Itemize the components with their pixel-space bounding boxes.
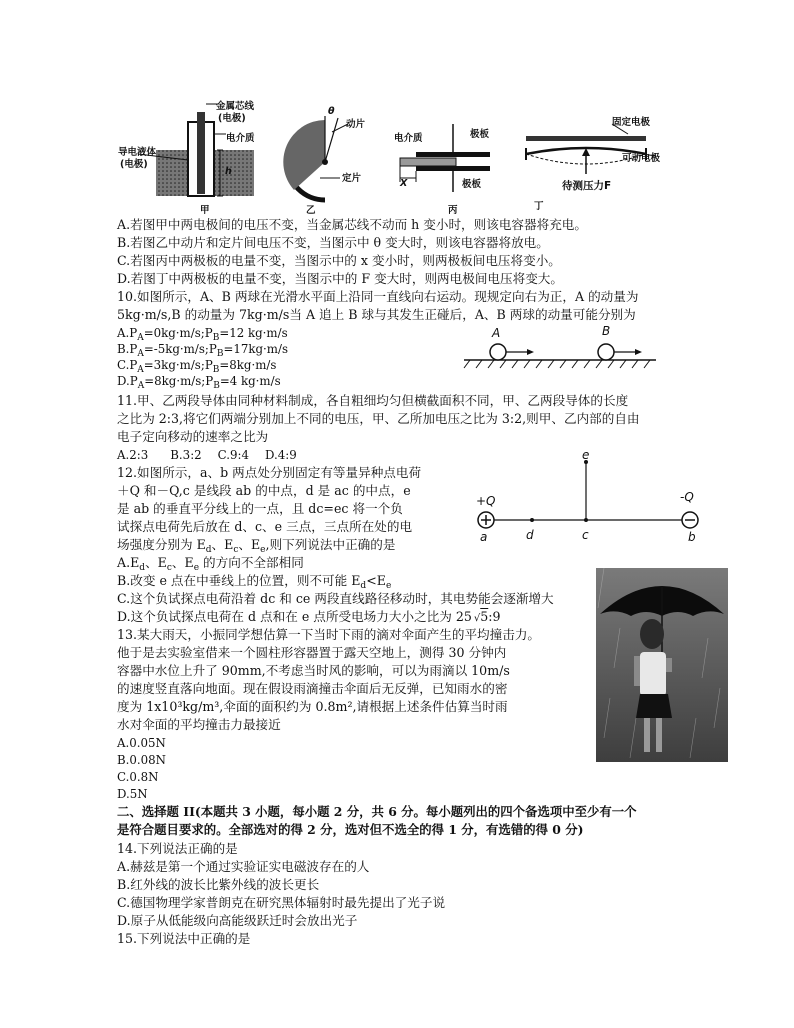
q9-option-c: C.若图丙中两极板的电量不变，当图示中的 x 变小时，则两极板间电压将变小。 [117,253,561,268]
label-force: 待测压力F [562,180,612,192]
label-minus-q: -Q [680,490,694,504]
q15-stem: 15.下列说法中正确的是 [117,931,251,946]
ball-a [490,344,506,360]
moving-plate-sector [283,120,325,190]
q10-option-a: $A.P_A=0kg\cdot m/s;P_B=12$ kg·m/s [117,326,288,343]
label-theta: θ [328,106,335,117]
label-upper-plate: 极板 [470,129,490,140]
q12-figure [470,448,710,548]
point-c [584,518,588,522]
q12-figure-drawing [470,448,710,548]
label-c: c [582,528,589,542]
q12-option-a: $A.E_d$、$E_c$、$E_e$ 的方向不全部相同 [117,555,304,573]
q13-stem-5: 度为 1x10³kg/m³,伞面的面积约为 0.8m²,请根据上述条件估算当时雨 [117,699,508,714]
label-h: h [225,166,232,177]
figure-ding [512,112,674,216]
label-fixed-electrode: 固定电极 [612,117,651,128]
label-moving-plate: 动片 [346,119,366,130]
q13-stem-3: 容器中水位上升了 90mm,不考虑当时风的影响，可以为雨滴以 10m/s [117,663,510,678]
label-fixed-plate: 定片 [342,173,362,184]
q12-option-d: D.这个负试探点电荷在 d 点和在 e 点所受电场力大小之比为 25 √5:9 [117,609,501,624]
q14-option-c: C.德国物理学家普朗克在研究黑体辐射时最先提出了光子说 [117,895,446,910]
q11-stem-3: 电子定向移动的速率之比为 [117,429,269,444]
umbrella-photo [596,568,728,762]
label-dielectric: 电介质 [394,133,423,144]
fixed-electrode [526,136,646,141]
caption-bing: 丙 [448,205,458,216]
umbrella-photo-drawing [596,568,728,762]
caption-yi: 乙 [306,205,316,216]
dielectric-slab [400,158,456,166]
q14-stem: 14.下列说法正确的是 [117,841,238,856]
q13-stem-2: 他于是去实验室借来一个圆柱形容器置于露天空地上，测得 30 分钟内 [117,645,507,660]
q12-option-c: C.这个负试探点电荷沿着 dc 和 ce 两段直线路径移动时，其电势能会逐渐增大 [117,591,554,606]
q12-stem-5: 场强度分别为 $E_d$、$E_c$、$E_e$,则下列说法中正确的是 [117,537,396,555]
section-2-heading-1: 二、选择题 II(本题共 3 小题，每小题 2 分，共 6 分。每小题列出的四个备选项中至少有一个 [117,804,637,819]
label-metal-core: 金属芯线 [216,101,255,112]
label-metal-core-electrode: (电极) [218,113,246,124]
q12-stem-3: 是 ab 的垂直平分线上的一点，且 dc=ec 将一个负 [117,501,403,516]
q13-option-a: A.0.05N [117,736,166,750]
q10-stem-2: 5kg·m/s,B 的动量为 7kg·m/s当 A 追上 B 球与其发生正碰后，A、B 两球的动量可能分别为 [117,307,636,322]
point-d [530,518,534,522]
person-head [640,619,664,649]
q14-option-d: D.原子从低能级向高能级跃迁时会放出光子 [117,913,358,928]
q11-option-d: D.4:9 [265,448,297,462]
label-b: b [688,530,696,544]
q13-option-b: B.0.08N [117,753,167,767]
label-lower-plate: 极板 [462,179,482,190]
q14-option-a: A.赫兹是第一个通过实验证实电磁波存在的人 [117,859,370,874]
figure-yi [280,106,370,216]
caption-ding: 丁 [534,201,544,212]
q9-option-b: B.若图乙中动片和定片间电压不变，当图示中 θ 变大时，则该电容器将放电。 [117,235,549,250]
label-conductive-liquid: 导电液体 [118,147,157,158]
label-movable-electrode: 可动电极 [622,153,661,164]
label-x: X [400,178,408,189]
q13-stem-6: 水对伞面的平均撞击力最接近 [117,717,281,732]
label-ball-b: B [602,324,611,338]
label-plus-q: +Q [476,494,496,508]
lower-plate [416,166,490,171]
label-d: d [526,528,534,542]
label-a: a [480,530,488,544]
ball-b [598,344,614,360]
person-shirt [640,652,666,696]
person-skirt [636,694,672,718]
q11-option-c: C.9:4 [217,448,250,462]
metal-core [197,112,205,194]
q10-stem-1: 10.如图所示，A、B 两球在光滑水平面上沿同一直线向右运动。现规定向右为正，A 的动量为 [117,289,639,304]
q12-stem-4: 试探点电荷先后放在 d、c、e 三点，三点所在处的电 [117,519,413,534]
q11-stem-1: 11.甲、乙两段导体由同种材料制成，各自粗细均匀但横截面积不同，甲、乙两段导体的长度 [117,393,629,408]
q9-option-d: D.若图丁中两极板的电量不变，当图示中的 F 变大时，则两电极间电压将变大。 [117,271,563,286]
q10-option-c: $C.P_A=3kg\cdot m/s;P_B=8kg\cdot m/s$ [117,358,277,375]
figure-bing [390,112,500,216]
q11-stem-2: 之比为 2:3,将它们两端分别加上不同的电压，甲、乙所加电压之比为 3:2,则甲、乙内部的自由 [117,411,640,426]
label-dielectric: 电介质 [226,133,255,144]
label-ball-a: A [492,326,501,340]
q14-option-b: B.红外线的波长比紫外线的波长更长 [117,877,320,892]
q13-stem-1: 13.某大雨天，小振同学想估算一下当时下雨的滴对伞面产生的平均撞击力。 [117,627,541,642]
q13-option-c: C.0.8N [117,770,159,784]
q12-stem-2: ＋Q 和－Q,c 是线段 ab 的中点，d 是 ac 的中点，e [117,483,411,498]
q12-stem-1: 12.如图所示，a、b 两点处分别固定有等量异种点电荷 [117,465,422,480]
upper-plate [416,152,490,157]
q10-option-b: $B.P_A=-5kg\cdot m/s;P_B=17kg\cdot m/s$ [117,342,288,359]
q10-figure-drawing [460,328,660,372]
q12-option-b: B.改变 e 点在中垂线上的位置，则不可能 $E_d<E_e$ [117,573,392,591]
q11-option-b: B.3:2 [170,448,202,462]
q10-option-d: $D.P_A=8kg\cdot m/s;P_B=4$ kg·m/s [117,374,281,391]
q10-figure [460,324,660,372]
q13-stem-4: 的速度竖直落向地面。现在假设雨滴撞击伞面后无反弹，已知雨水的密 [117,681,508,696]
label-e: e [582,448,590,462]
label-liquid-electrode: (电极) [120,159,148,170]
figure-jia [118,98,273,216]
q9-option-a: A.若图甲中两电极间的电压不变，当金属芯线不动而 h 变小时，则该电容器将充电。 [117,217,587,232]
q11-option-a: A.2:3 [117,448,149,462]
caption-jia: 甲 [200,205,210,216]
q11-options [117,446,297,464]
q13-option-d: D.5N [117,787,148,801]
section-2-heading-2: 是符合题目要求的。全部选对的得 2 分，选对但不选全的得 1 分，有选错的得 0 分) [117,822,584,837]
